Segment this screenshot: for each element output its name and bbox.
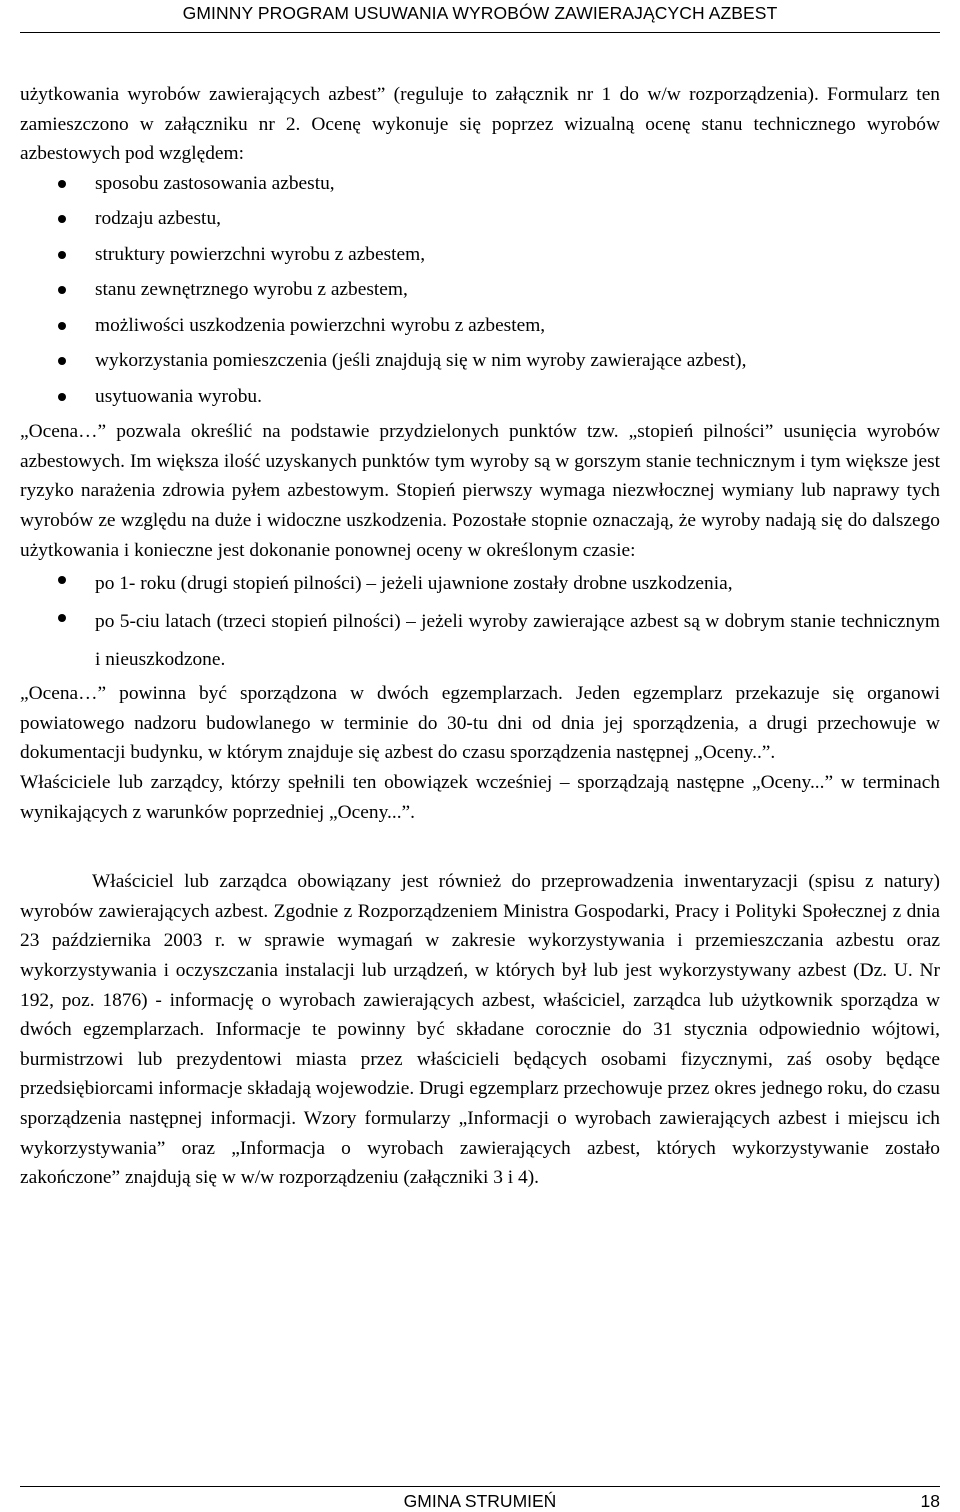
paragraph-intro: użytkowania wyrobów zawierających azbest” (reguluje to załącznik nr 1 do w/w rozporządzenia). Formularz ten zamieszczono w załączniku nr 2. Ocenę wykonuje się poprzez wizualną ocenę stanu technicznego wyrobów azbestowych pod względem: [20, 84, 940, 165]
bullet-icon [58, 614, 66, 622]
list-item: usytuowania wyrobu. [20, 382, 940, 418]
bullet-icon [58, 357, 66, 365]
list-item: rodzaju azbestu, [20, 204, 940, 240]
bullet-icon [58, 180, 66, 188]
page-header [20, 0, 940, 33]
criteria-list [20, 169, 940, 418]
document-body [20, 80, 940, 1193]
list-item: wykorzystania pomieszczenia (jeśli znajdują się w nim wyroby zawierające azbest), [20, 346, 940, 382]
bullet-icon [58, 251, 66, 259]
deadline-list [20, 565, 940, 679]
page-number: 18 [920, 1491, 940, 1511]
list-item: po 5-ciu latach (trzeci stopień pilności) – jeżeli wyroby zawierające azbest są w dobrym stanie technicznym i nieuszkodzone. [20, 603, 940, 679]
bullet-icon [58, 393, 66, 401]
paragraph-gap [20, 827, 940, 867]
list-item: po 1- roku (drugi stopień pilności) – jeżeli ujawnione zostały drobne uszkodzenia, [20, 565, 940, 603]
paragraph-urgency: „Ocena…” pozwala określić na podstawie przydzielonych punktów tzw. „stopień pilności” usunięcia wyrobów azbestowych. Im większa ilość uzyskanych punktów tym wyroby są w gorszym stanie technicznym i tym większe jest ryzyko narażenia zdrowia pyłem azbestowym. Stopień pierwszy wymaga niezwłocznej wymiany lub naprawy tych wyrobów ze względu na duże i widoczne uszkodzenia. Pozostałe stopnie oznaczają, że wyroby nadają się do dalszego użytkowania i konieczne jest dokonanie ponownej oceny w określonym czasie: [20, 421, 940, 561]
page-footer [20, 1486, 940, 1512]
bullet-icon [58, 576, 66, 584]
list-item: stanu zewnętrznego wyrobu z azbestem, [20, 275, 940, 311]
bullet-icon [58, 322, 66, 330]
paragraph-inventory: Właściciel lub zarządca obowiązany jest również do przeprowadzenia inwentaryzacji (spisu z natury) wyrobów zawierających azbest. Zgodnie z Rozporządzeniem Ministra Gospodarki, Pracy i Polityki Społecznej z dnia 23 października 2003 r. w sprawie wymagań w zakresie wykorzystywania i przemieszczania azbestu oraz wykorzystywania i oczyszczania instalacji lub urządzeń, w których był lub jest wykorzystywany azbest (Dz. U. Nr 192, poz. 1876) - informację o wyrobach zawierających azbest, właściciel, zarządca lub użytkownik sporządza w dwóch egzemplarzach. Informacje te powinny być składane corocznie do 31 stycznia odpowiednio wójtowi, burmistrzowi lub prezydentowi miasta przez właścicieli będących osobami fizycznymi, zaś osoby będące przedsiębiorcami informacje składają wojewodzie. Drugi egzemplarz przechowuje przez okres jednego roku, do czasu sporządzenia następnej informacji. Wzory formularzy „Informacji o wyrobach zawierających azbest i miejscu ich wykorzystywania” oraz „Informacja o wyrobach zawierających azbest, których wykorzystywanie zostało zakończone” znajdują się w w/w rozporządzeniu (załączniki 3 i 4). [20, 871, 940, 1189]
list-item: struktury powierzchni wyrobu z azbestem, [20, 240, 940, 276]
header-title: GMINNY PROGRAM USUWANIA WYROBÓW ZAWIERAJĄCYCH AZBEST [182, 3, 778, 23]
paragraph-owners: Właściciele lub zarządcy, którzy spełnili ten obowiązek wcześniej – sporządzają następne „Oceny...” w terminach wynikających z warunków poprzedniej „Oceny...”. [20, 772, 940, 823]
paragraph-copies: „Ocena…” powinna być sporządzona w dwóch egzemplarzach. Jeden egzemplarz przekazuje się organowi powiatowego nadzoru budowlanego w terminie do 30-tu dni od dnia jej sporządzenia, a drugi przechowuje w dokumentacji budynku, w którym znajduje się azbest do czasu sporządzenia następnej „Oceny..”. [20, 683, 940, 764]
list-item: możliwości uszkodzenia powierzchni wyrobu z azbestem, [20, 311, 940, 347]
footer-municipality: GMINA STRUMIEŃ [403, 1491, 557, 1511]
bullet-icon [58, 286, 66, 294]
bullet-icon [58, 215, 66, 223]
list-item: sposobu zastosowania azbestu, [20, 169, 940, 205]
